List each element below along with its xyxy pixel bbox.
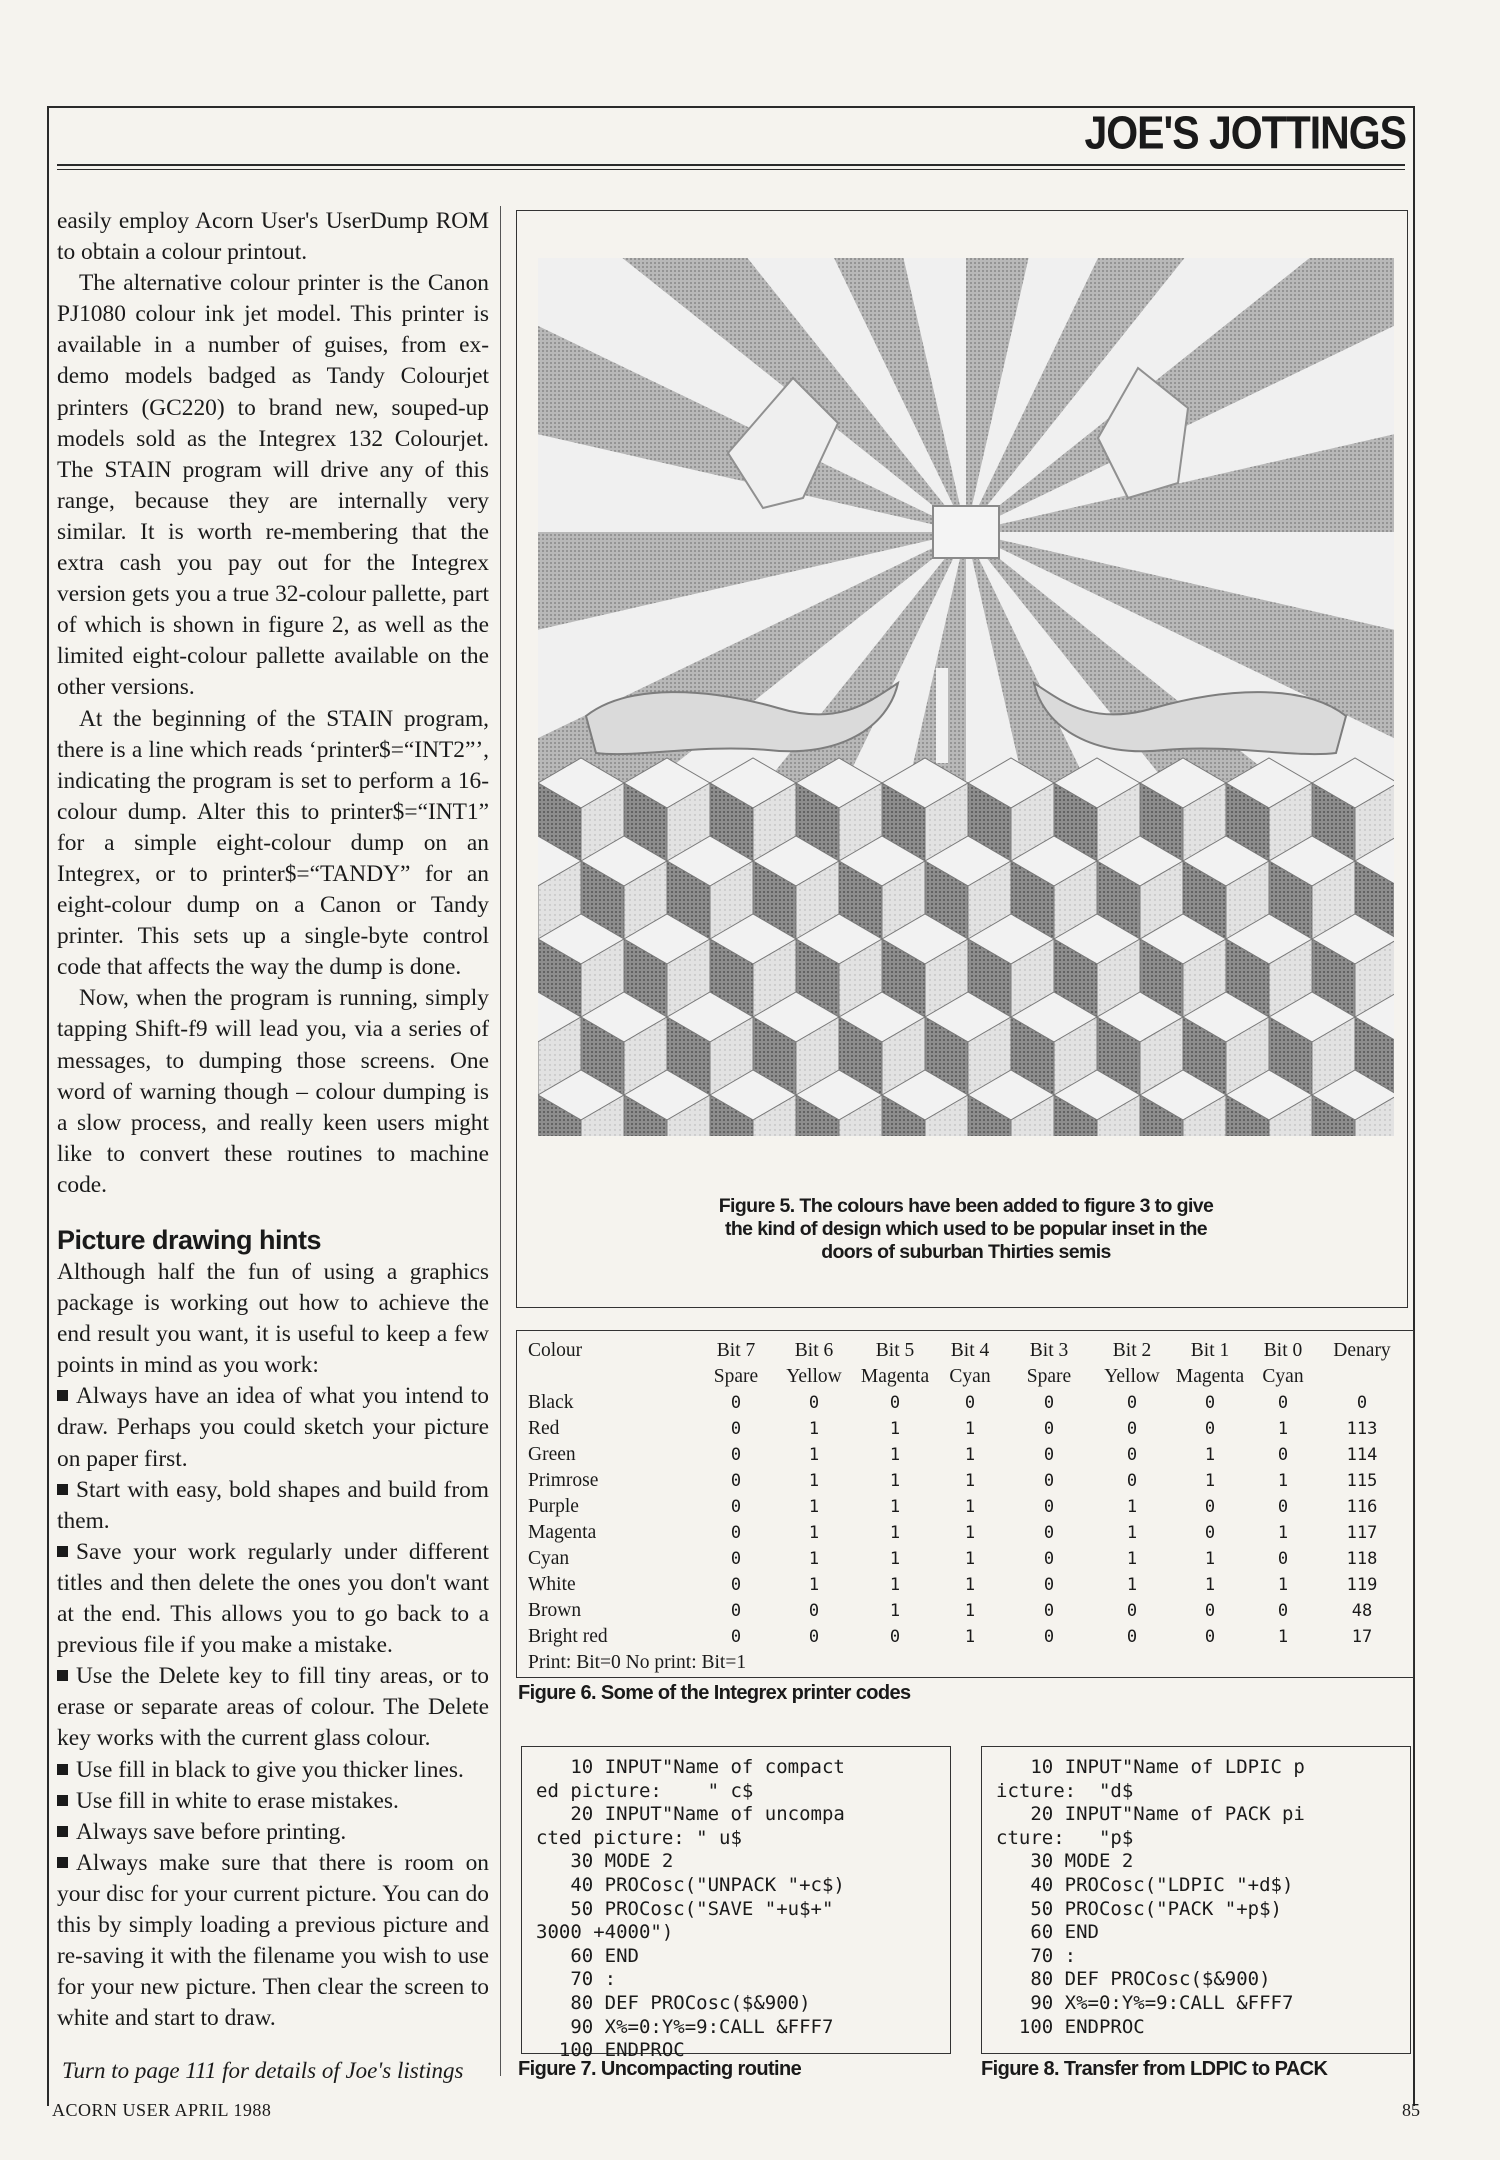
code-line: 30 MODE 2 <box>536 1850 674 1873</box>
header-rule-thin <box>57 169 1405 170</box>
code-cell: 0 <box>1126 1471 1138 1491</box>
code-cell: 0 <box>1277 1549 1289 1569</box>
code-cell: 1 <box>964 1523 976 1543</box>
paragraph: Now, when the program is running, simply tapping Shift-f9 will lead you, via a series of messages, to dumping those screens. One word of warning though – colour dumping is a slow process, and really keen users might like to convert these routines to machine code. <box>57 985 489 1198</box>
code-line: 40 PROCosc("UNPACK "+c$) <box>536 1873 845 1896</box>
bullet-item: Use the Delete key to fill tiny areas, or to erase or separate areas of colour. The Delete key works with the current glass colour. <box>57 1663 489 1752</box>
bullet-item: Save your work regularly under different titles and then delete the ones you don't want at the end. This allows you to go back to a previous file if you make a mistake. <box>57 1538 489 1659</box>
code-cell: 0 <box>730 1523 742 1543</box>
bullet-square-icon <box>57 1795 68 1806</box>
table-header-cell: Bit 3 <box>1029 1340 1069 1361</box>
code-cell: 0 <box>808 1627 820 1647</box>
colour-name-cell: Purple <box>528 1496 579 1517</box>
code-line: ed picture: " c$ <box>536 1779 754 1802</box>
code-cell: 1 <box>964 1419 976 1439</box>
code-line: 3000 +4000") <box>536 1921 674 1944</box>
code-cell: 1 <box>889 1549 901 1569</box>
code-cell: 1 <box>889 1445 901 1465</box>
code-cell: 1 <box>1277 1523 1289 1543</box>
code-cell: 1 <box>964 1445 976 1465</box>
code-cell: 1 <box>808 1575 820 1595</box>
code-cell: 119 <box>1346 1575 1378 1595</box>
code-cell: 1 <box>1277 1627 1289 1647</box>
code-cell: 0 <box>730 1419 742 1439</box>
code-line: 60 END <box>536 1944 639 1967</box>
code-cell: 0 <box>1204 1627 1216 1647</box>
code-cell: 0 <box>1043 1445 1055 1465</box>
code-line: 50 PROCosc("PACK "+p$) <box>996 1897 1282 1920</box>
figure-7-caption: Figure 7. Uncompacting routine <box>518 2058 802 2080</box>
code-cell: 0 <box>1043 1497 1055 1517</box>
bullet-item: Always have an idea of what you intend to draw. Perhaps you could sketch your picture on paper first. <box>57 1383 489 1472</box>
code-cell: 0 <box>1204 1393 1216 1413</box>
code-cell: 0 <box>1043 1393 1055 1413</box>
code-cell: 0 <box>1126 1627 1138 1647</box>
printer-codes-table <box>528 1338 1408 1676</box>
figure-5-image <box>538 258 1394 1136</box>
code-cell: 0 <box>1043 1549 1055 1569</box>
colour-name-cell: Bright red <box>528 1626 608 1647</box>
code-line: 20 INPUT"Name of PACK pi <box>996 1803 1305 1826</box>
code-cell: 17 <box>1351 1627 1373 1647</box>
header-rule <box>57 164 1405 166</box>
code-cell: 1 <box>889 1523 901 1543</box>
code-line: 50 PROCosc("SAVE "+u$+" <box>536 1897 834 1920</box>
turn-page-note: Turn to page 111 for details of Joe's listings <box>62 2058 464 2083</box>
code-cell: 1 <box>1126 1497 1138 1517</box>
page-number: 85 <box>1402 2100 1420 2120</box>
code-cell: 117 <box>1346 1523 1378 1543</box>
code-cell: 1 <box>964 1471 976 1491</box>
table-row <box>528 1390 1408 1416</box>
code-cell: 0 <box>889 1627 901 1647</box>
code-line: icture: "d$ <box>996 1779 1134 1802</box>
table-row <box>528 1494 1408 1520</box>
code-line: 40 PROCosc("LDPIC "+d$) <box>996 1873 1294 1896</box>
colour-name-cell: Black <box>528 1392 574 1413</box>
code-cell: 0 <box>1204 1497 1216 1517</box>
table-header-cell: Colour <box>528 1340 583 1361</box>
figure-8-listing <box>996 1756 1305 2039</box>
code-cell: 1 <box>889 1419 901 1439</box>
code-cell: 0 <box>730 1497 742 1517</box>
paragraph: Although half the fun of using a graphics package is working out how to achieve the end result you want, it is useful to keep a few points in mind as you work: <box>57 1259 489 1379</box>
bullet-square-icon <box>57 1857 68 1868</box>
code-cell: 1 <box>964 1497 976 1517</box>
colour-name-cell: Cyan <box>528 1548 570 1569</box>
code-cell: 1 <box>1126 1523 1138 1543</box>
code-line: 80 DEF PROCosc($&900) <box>536 1991 811 2014</box>
table-row <box>528 1468 1408 1494</box>
code-cell: 0 <box>730 1393 742 1413</box>
code-line: 10 INPUT"Name of compact <box>536 1756 845 1778</box>
code-cell: 0 <box>730 1601 742 1621</box>
column-rule <box>500 206 501 2076</box>
code-cell: 1 <box>1204 1445 1216 1465</box>
code-cell: 0 <box>1277 1393 1289 1413</box>
table-row <box>528 1416 1408 1442</box>
bullet-item: Use fill in white to erase mistakes. <box>57 1786 489 1817</box>
colour-name-cell: Brown <box>528 1600 582 1621</box>
code-cell: 1 <box>808 1497 820 1517</box>
table-row <box>528 1572 1408 1598</box>
code-cell: 1 <box>889 1601 901 1621</box>
code-line: 70 : <box>996 1944 1077 1967</box>
code-cell: 0 <box>730 1549 742 1569</box>
table-subheader-cell: Magenta <box>1175 1366 1245 1387</box>
code-cell: 0 <box>1126 1601 1138 1621</box>
colour-name-cell: Red <box>528 1418 560 1439</box>
bullet-item: Always make sure that there is room on your disc for your current picture. You can do this by simply loading a previous picture and re-saving it with the filename you wish to use for your new picture. Then clear the screen to white and start to draw. <box>57 1849 489 2032</box>
article-body <box>57 206 489 2034</box>
code-cell: 0 <box>1126 1419 1138 1439</box>
bullet-square-icon <box>57 1764 68 1775</box>
table-subheader-cell: Yellow <box>1104 1366 1160 1387</box>
table-header-row <box>528 1364 1408 1390</box>
table-subheader-cell <box>1316 1364 1408 1390</box>
table-subheader-cell: Cyan <box>949 1366 991 1387</box>
subheading: Picture drawing hints <box>57 1225 322 1255</box>
bullet-item: Always save before printing. <box>57 1817 489 1848</box>
central-bar-left <box>936 668 948 763</box>
table-subheader-cell: Spare <box>1026 1366 1072 1387</box>
code-cell: 1 <box>964 1627 976 1647</box>
table-row <box>528 1598 1408 1624</box>
code-cell: 0 <box>964 1393 976 1413</box>
code-cell: 1 <box>1204 1549 1216 1569</box>
code-line: 100 ENDPROC <box>996 2015 1145 2038</box>
code-cell: 116 <box>1346 1497 1378 1517</box>
table-header-cell: Bit 6 <box>794 1340 834 1361</box>
code-cell: 1 <box>1204 1471 1216 1491</box>
code-cell: 1 <box>1277 1575 1289 1595</box>
cube-pattern <box>538 758 1394 1136</box>
table-subheader-cell: Spare <box>713 1366 759 1387</box>
code-cell: 0 <box>1043 1627 1055 1647</box>
figure-5-caption: Figure 5. The colours have been added to figure 3 to give the kind of design which used to be popular inset in the doors of suburban Thirties semis <box>718 1195 1214 1263</box>
table-footer-note: Print: Bit=0 No print: Bit=1 <box>528 1652 747 1673</box>
code-cell: 0 <box>1043 1575 1055 1595</box>
code-cell: 0 <box>730 1471 742 1491</box>
code-cell: 0 <box>808 1601 820 1621</box>
table-header-cell: Denary <box>1333 1340 1391 1361</box>
paragraph: easily employ Acorn User's UserDump ROM to obtain a colour printout. <box>57 208 489 266</box>
code-cell: 1 <box>808 1471 820 1491</box>
code-cell: 1 <box>889 1471 901 1491</box>
table-subheader-cell: Cyan <box>1262 1366 1304 1387</box>
table-row <box>528 1442 1408 1468</box>
code-cell: 0 <box>1204 1601 1216 1621</box>
figure-6-caption: Figure 6. Some of the Integrex printer codes <box>518 1682 911 1704</box>
code-cell: 115 <box>1346 1471 1378 1491</box>
paragraph: The alternative colour printer is the Canon PJ1080 colour ink jet model. This printer is available in a number of guises, from ex-demo models badged as Tandy Colourjet printers (GC220) to brand new, souped-up models sold as the Integrex 132 Colourjet. The STAIN program will drive any of this range, because they are internally very similar. It is worth re-membering that the extra cash you pay out for the Integrex version gets you a true 32-colour pallette, part of which is shown in figure 2, as well as the limited eight-colour pallette available on the other versions. <box>57 270 489 701</box>
code-cell: 0 <box>1277 1601 1289 1621</box>
code-line: 90 X%=0:Y%=9:CALL &FFF7 <box>996 1991 1294 2014</box>
code-line: cted picture: " u$ <box>536 1826 742 1849</box>
table-subheader-cell: Yellow <box>786 1366 842 1387</box>
code-cell: 1 <box>964 1601 976 1621</box>
colour-name-cell: White <box>528 1574 576 1595</box>
code-cell: 0 <box>1204 1419 1216 1439</box>
left-border <box>47 106 49 2106</box>
figure-7-listing <box>536 1756 845 2063</box>
code-cell: 0 <box>808 1393 820 1413</box>
code-line: 100 ENDPROC <box>536 2039 685 2062</box>
table-header-cell: Bit 7 <box>716 1340 756 1361</box>
code-cell: 0 <box>730 1575 742 1595</box>
table-header-cell: Bit 5 <box>875 1340 915 1361</box>
code-cell: 1 <box>1204 1575 1216 1595</box>
code-cell: 1 <box>1126 1549 1138 1569</box>
table-subheader-cell: Magenta <box>860 1366 930 1387</box>
bullet-square-icon <box>57 1546 68 1557</box>
code-cell: 0 <box>1277 1445 1289 1465</box>
code-line: 70 : <box>536 1968 617 1991</box>
paragraph: At the beginning of the STAIN program, there is a line which reads ‘printer$=“INT2”’, indicating the program is set to perform a 16-colour dump. Alter this to printer$=“INT1” for a simple eight-colour dump on an Integrex, or to printer$=“TANDY” for an eight-colour dump on a Canon or Tandy printer. This sets up a single-byte control code that affects the way the dump is done. <box>57 705 489 981</box>
colour-name-cell: Magenta <box>528 1522 597 1543</box>
code-cell: 1 <box>808 1445 820 1465</box>
publication-footer: ACORN USER APRIL 1988 <box>52 2100 272 2120</box>
table-row <box>528 1520 1408 1546</box>
figure-8-caption: Figure 8. Transfer from LDPIC to PACK <box>981 2058 1328 2080</box>
table-subheader-cell <box>528 1364 698 1390</box>
code-cell: 0 <box>1126 1393 1138 1413</box>
code-cell: 0 <box>730 1627 742 1647</box>
code-cell: 1 <box>1277 1471 1289 1491</box>
code-cell: 1 <box>889 1575 901 1595</box>
code-cell: 1 <box>808 1419 820 1439</box>
code-line: 10 INPUT"Name of LDPIC p <box>996 1756 1305 1778</box>
code-cell: 1 <box>964 1575 976 1595</box>
code-cell: 48 <box>1351 1601 1373 1621</box>
sun-centre <box>933 506 999 558</box>
table-header-row <box>528 1338 1408 1364</box>
table-header-cell: Bit 2 <box>1112 1340 1152 1361</box>
table-header-cell: Bit 0 <box>1263 1340 1303 1361</box>
table-row <box>528 1624 1408 1650</box>
code-line: 60 END <box>996 1921 1099 1944</box>
right-border <box>1413 106 1415 2106</box>
colour-name-cell: Primrose <box>528 1470 599 1491</box>
central-bar-right <box>984 668 996 763</box>
bullet-item: Start with easy, bold shapes and build from them. <box>57 1476 489 1534</box>
code-cell: 0 <box>1043 1523 1055 1543</box>
bullet-square-icon <box>57 1484 68 1495</box>
code-cell: 1 <box>889 1497 901 1517</box>
code-cell: 1 <box>808 1523 820 1543</box>
code-cell: 0 <box>1356 1393 1368 1413</box>
code-cell: 0 <box>889 1393 901 1413</box>
code-cell: 0 <box>1126 1445 1138 1465</box>
bullet-square-icon <box>57 1826 68 1837</box>
bullet-square-icon <box>57 1390 68 1401</box>
code-cell: 0 <box>1204 1523 1216 1543</box>
code-cell: 1 <box>1277 1419 1289 1439</box>
code-cell: 118 <box>1346 1549 1378 1569</box>
table-header-cell: Bit 4 <box>950 1340 990 1361</box>
code-cell: 0 <box>1277 1497 1289 1517</box>
code-line: 90 X%=0:Y%=9:CALL &FFF7 <box>536 2015 834 2038</box>
colour-name-cell: Green <box>528 1444 576 1465</box>
code-cell: 1 <box>1126 1575 1138 1595</box>
code-line: 80 DEF PROCosc($&900) <box>996 1968 1271 1991</box>
code-cell: 0 <box>1043 1419 1055 1439</box>
bullet-square-icon <box>57 1670 68 1681</box>
section-title: JOE'S JOTTINGS <box>1084 107 1406 159</box>
code-cell: 0 <box>1043 1601 1055 1621</box>
code-cell: 0 <box>730 1445 742 1465</box>
code-cell: 114 <box>1346 1445 1378 1465</box>
code-cell: 113 <box>1346 1419 1378 1439</box>
table-header-cell: Bit 1 <box>1190 1340 1230 1361</box>
code-line: cture: "p$ <box>996 1826 1134 1849</box>
table-row <box>528 1546 1408 1572</box>
code-line: 30 MODE 2 <box>996 1850 1134 1873</box>
code-line: 20 INPUT"Name of uncompa <box>536 1803 845 1826</box>
code-cell: 1 <box>808 1549 820 1569</box>
code-cell: 0 <box>1043 1471 1055 1491</box>
code-cell: 1 <box>964 1549 976 1569</box>
bullet-item: Use fill in black to give you thicker lines. <box>57 1755 489 1786</box>
